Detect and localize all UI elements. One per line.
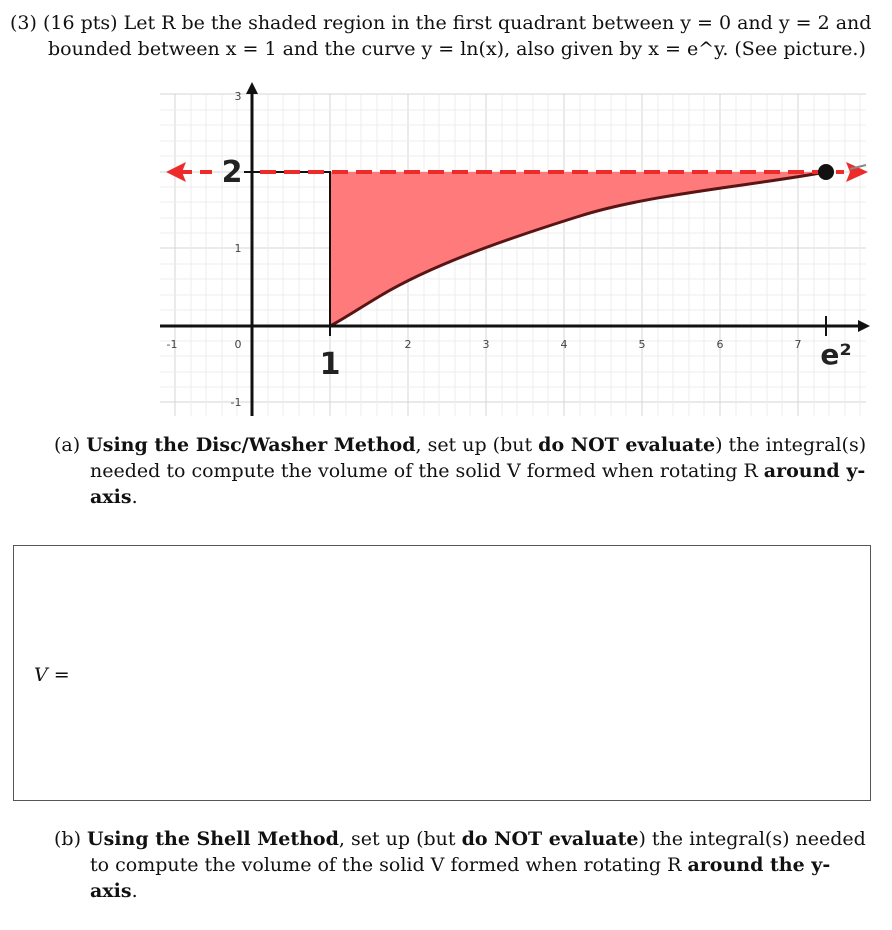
part-a-line-2: needed to compute the volume of the solid V formed when rotating R around y-axis. — [90, 460, 866, 508]
label-y-2: 2 — [221, 155, 243, 190]
tick-label-y-neg1: -1 — [230, 396, 242, 409]
part-b-line-1: (b) Using the Shell Method, set up (but do NOT evaluate) the integral(s) needed — [54, 828, 866, 850]
tick-label-y-3: 3 — [234, 90, 242, 103]
unshaded-rectangle — [252, 172, 330, 326]
minor-grid — [160, 94, 866, 416]
problem-line-2: bounded between x = 1 and the curve y = ln(x), also given by x = e^y. (See picture.) — [48, 38, 866, 60]
tick-label-x-0: 0 — [234, 338, 242, 351]
tick-label-x-neg1: -1 — [166, 338, 178, 351]
answer-box-part-a[interactable] — [13, 545, 871, 801]
tick-label-y-1: 1 — [234, 242, 242, 255]
y-axis-arrow-icon — [246, 82, 258, 94]
tick-label-x-2: 2 — [404, 338, 412, 351]
shaded-region-R — [330, 172, 826, 326]
problem-statement — [10, 10, 872, 62]
part-b — [54, 826, 874, 904]
problem-line-1: (3) (16 pts) Let R be the shaded region in the first quadrant between y = 0 and y = 2 and — [10, 12, 872, 34]
region-graph — [150, 76, 878, 420]
tick-label-x-6: 6 — [716, 338, 724, 351]
grid — [160, 94, 866, 416]
volume-label: V = — [34, 664, 70, 686]
tick-label-x-5: 5 — [638, 338, 646, 351]
part-a-line-1: (a) Using the Disc/Washer Method, set up (but do NOT evaluate) the integral(s) — [54, 434, 867, 456]
tick-label-x-3: 3 — [482, 338, 490, 351]
part-b-line-2: to compute the volume of the solid V formed when rotating R around the y-axis. — [90, 854, 831, 902]
endpoint-dot — [818, 164, 834, 180]
tick-label-x-7: 7 — [794, 338, 802, 351]
label-x-1: 1 — [319, 347, 341, 382]
part-a — [54, 432, 874, 510]
label-e-squared: e² — [820, 338, 852, 371]
x-axis-arrow-icon — [858, 320, 870, 332]
tick-label-x-4: 4 — [560, 338, 568, 351]
